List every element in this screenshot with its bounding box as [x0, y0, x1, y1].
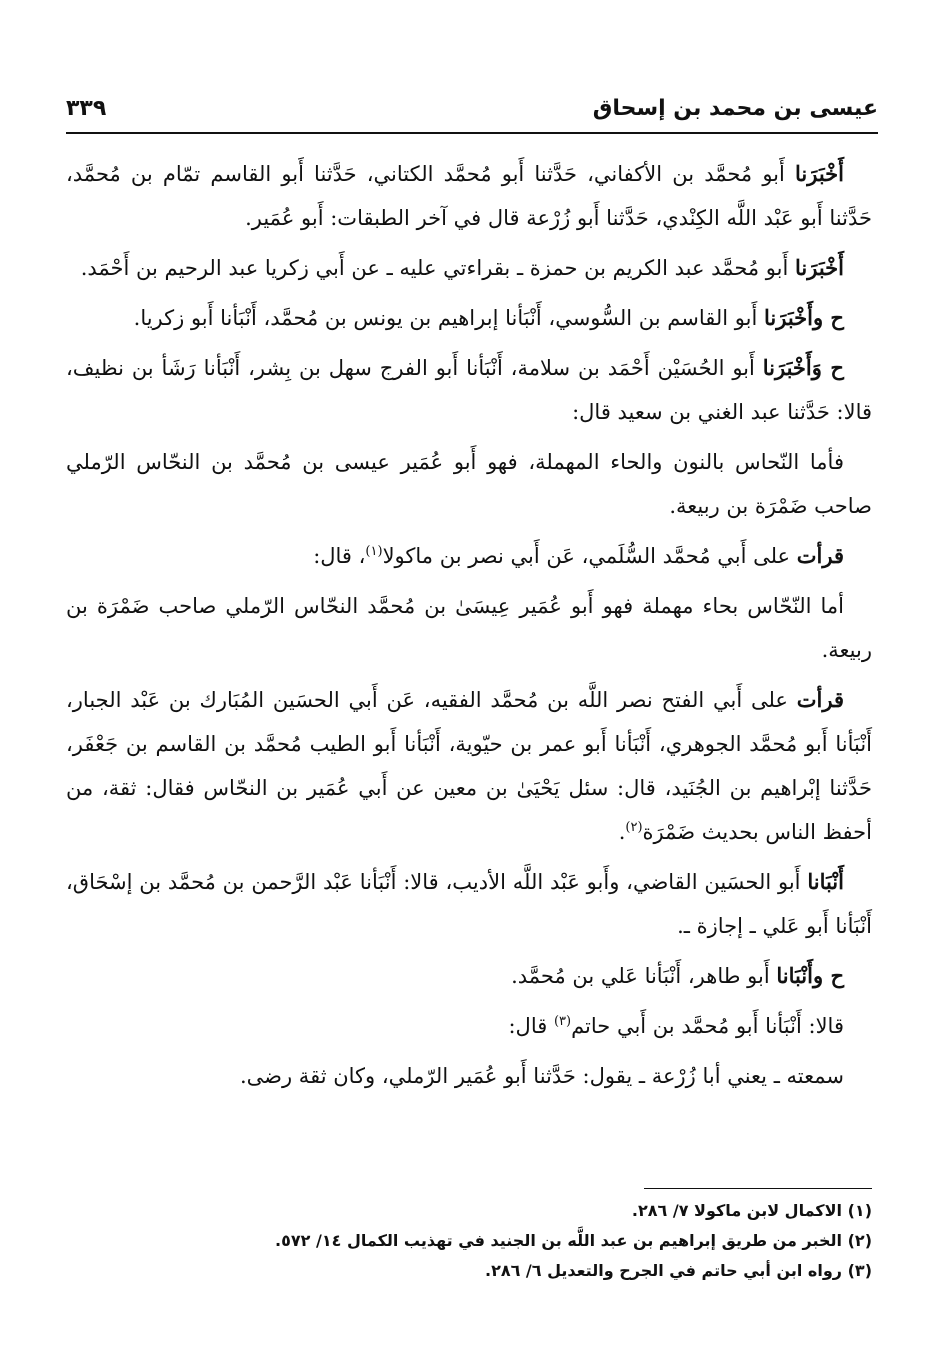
paragraph-text: أَبو القاسم بن السُّوسي، أَنْبَأنا إبراهيم بن يونس بن مُحمَّد، أَنْبَأنا أَبو زكريا. — [133, 306, 764, 330]
paragraph-text: سمعته ـ يعني أبا زُرْعة ـ يقول: حَدَّثنا أَبو عُمَير الرّملي، وكان ثقة رضى. — [239, 1064, 844, 1088]
paragraph-1 — [66, 152, 872, 240]
paragraph-text: على أَبي مُحمَّد السُّلَمي، عَن أَبي نصر بن ماكولا — [382, 544, 797, 568]
paragraph-text: فأما النّحاس بالنون والحاء المهملة، فهو أَبو عُمَير عيسى بن مُحمَّد بن النحّاس الرّملي صاحب ضَمْرَة بن ربيعة. — [66, 450, 872, 518]
footnote-text: الخبر من طريق إبراهيم بن عبد اللَّه بن الجنيد في تهذيب الكمال ١٤/ ٥٧٢. — [275, 1231, 842, 1250]
paragraph-10 — [66, 954, 872, 998]
paragraph-text: قالا: أَنْبَأنا أَبو مُحمَّد بن أَبي حاتم — [571, 1014, 844, 1038]
footnote-2 — [66, 1226, 872, 1256]
paragraph-4 — [66, 346, 872, 434]
paragraph-lead: ح وأَنْبَانا — [776, 963, 844, 988]
paragraph-text-end: قال: — [508, 1014, 554, 1038]
paragraph-text: أما النّحّاس بحاء مهملة فهو أَبو عُمَير عِيسَىٰ بن مُحمَّد النحّاس الرّملي صاحب ضَمْرَة بن ربيعة. — [66, 594, 872, 662]
footnotes — [66, 1196, 872, 1286]
paragraph-lead: ح وأَخْبَرَنا — [764, 305, 844, 330]
paragraph-lead: أَخْبَرَنا — [795, 255, 844, 280]
paragraph-text: أَبو مُحمَّد بن الأكفاني، حَدَّثنا أَبو مُحمَّد الكتاني، حَدَّثنا أَبو القاسم تمّام بن مُحمَّد، حَدَّثنا أَبو عَبْد اللَّه الكِنْدي، حَدَّثنا أَبو زُرْعة قال في آخر الطبقات: أَبو عُمَير. — [66, 162, 872, 230]
running-title: عيسى بن محمد بن إسحاق — [592, 96, 878, 121]
paragraph-11 — [66, 1004, 872, 1048]
footnote-number: (٢) — [847, 1231, 872, 1250]
paragraph-6 — [66, 534, 872, 578]
paragraph-5 — [66, 440, 872, 528]
footnote-1 — [66, 1196, 872, 1226]
paragraph-7 — [66, 584, 872, 672]
footnote-ref-1[interactable]: (١) — [365, 544, 383, 559]
paragraph-lead: أَنْبَانا — [807, 869, 844, 894]
footnote-3 — [66, 1256, 872, 1286]
paragraph-lead: قرأت — [796, 543, 844, 568]
paragraph-3 — [66, 296, 872, 340]
paragraph-text: أَبو طاهر، أَنْبَأنا عَلي بن مُحمَّد. — [511, 964, 777, 988]
footnote-ref-2[interactable]: (٢) — [625, 820, 643, 835]
paragraph-8 — [66, 678, 872, 854]
paragraph-text: على أَبي الفتح نصر اللَّه بن مُحمَّد الفقيه، عَن أَبي الحسَين المُبَارك بن عَبْد الجبار، أَنْبَأنا أَبو مُحمَّد الجوهري، أَنْبَأنا أَبو عمر بن حيّوية، أَنْبَأنا أَبو الطيب مُحمَّد بن القاسم بن جَعْفَر، حَدَّثنا إبْراهيم بن الجُنَيد، قال: سئل يَحْيَىٰ بن معين عن أَبي عُمَير بن النحّاس فقال: ثقة، من أحفظ الناس بحديث ضَمْرَة — [66, 688, 872, 844]
footnote-divider — [644, 1188, 872, 1189]
paragraph-text: أَبو مُحمَّد عبد الكريم بن حمزة ـ بقراءتي عليه ـ عن أَبي زكريا عبد الرحيم بن أَحْمَد. — [80, 256, 796, 280]
footnote-ref-3[interactable]: (٣) — [553, 1014, 572, 1029]
paragraph-text-end: ، قال: — [313, 544, 366, 568]
running-header — [66, 92, 878, 134]
paragraph-text: أَبو الحسَين القاضي، وأَبو عَبْد اللَّه الأديب، قالا: أَنْبَأنا عَبْد الرَّحمن بن مُحمَّد بن إسْحَاق، أَنْبَأنا أَبو عَلي ـ إجازة ـ. — [66, 870, 872, 938]
footnote-number: (٣) — [847, 1261, 872, 1280]
paragraph-lead: أَخْبَرَنا — [795, 161, 844, 186]
footnote-text: الاكمال لابن ماكولا ٧/ ٢٨٦. — [631, 1201, 842, 1220]
paragraph-lead: قرأت — [796, 687, 844, 712]
paragraph-text: أَبو الحُسَيْن أَحْمَد بن سلامة، أَنْبَأنا أَبو الفرج سهل بن بِشر، أَنْبَأنا رَشَأ بن نظيف، قالا: حَدَّثنا عبد الغني بن سعيد قال: — [66, 356, 872, 424]
main-text — [66, 152, 872, 1104]
page-number: ٣٣٩ — [66, 96, 107, 121]
paragraph-text-end: . — [618, 820, 626, 844]
paragraph-9 — [66, 860, 872, 948]
footnote-number: (١) — [847, 1201, 872, 1220]
paragraph-2 — [66, 246, 872, 290]
paragraph-lead: ح وَأَخْبَرَنا — [762, 355, 844, 380]
footnote-text: رواه ابن أبي حاتم في الجرح والتعديل ٦/ ٢٨٦. — [484, 1261, 842, 1280]
paragraph-12 — [66, 1054, 872, 1098]
